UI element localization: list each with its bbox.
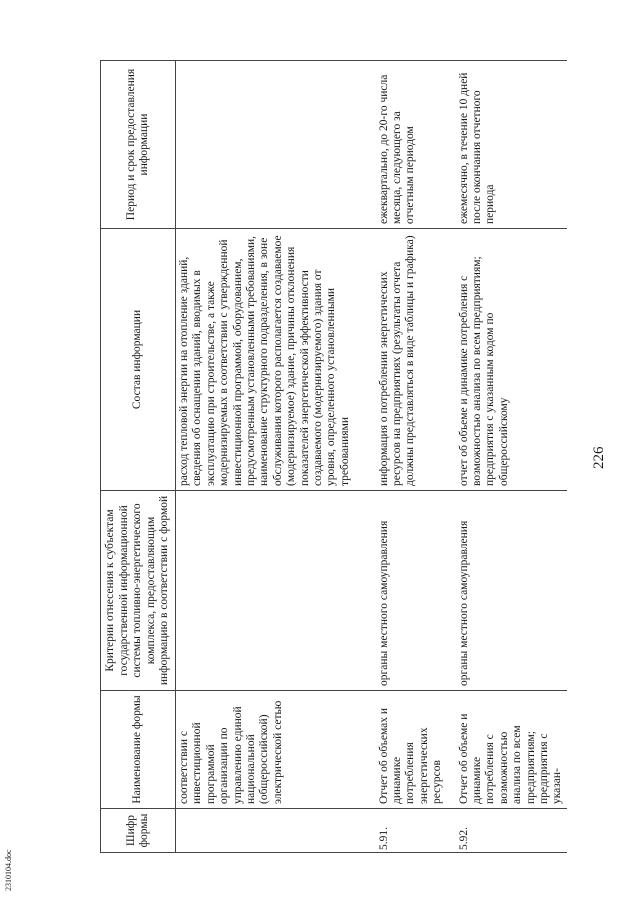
table-row	[176, 61, 376, 853]
row-code: 5.91.	[376, 809, 456, 853]
header-content: Состав информации	[101, 229, 176, 491]
row-content: расход тепловой энергии на отопление зданий, сведения об оснащении зданий, вводимых в эксплуатацию при строительстве, а также модернизируемых в соответствии с утвержденной инвестиционной программой, оборудованием, предусмотренным установленными требованиями, наименование структурного подразделения, в зоне обслуживания которого располагается создаваемое (модернизируемое) здание, причины отклонения показателей энергетической эффективности создаваемого (модернизируемого) здания от уровня, определенного установленными требованиями	[176, 229, 376, 491]
header-code: Шифр формы	[101, 809, 176, 853]
forms-table	[100, 60, 567, 853]
row-content: информация о потреблении энергетических ресурсов на предприятиях (результаты отчета должны представляться в виде таблицы и графика)	[376, 229, 456, 491]
header-criteria: Критерии отнесения к субъектам государственной информационной системы топливно-энергетического комплекса, предоставляющим информацию в соответствии с формой	[101, 491, 176, 691]
row-name: Отчет об объемах и динамике потребления энергетических ресурсов	[376, 691, 456, 809]
table-header-row	[101, 61, 176, 853]
table-row	[376, 61, 456, 853]
row-criteria	[176, 491, 376, 691]
page-number: 226	[591, 446, 607, 469]
row-criteria: органы местного самоуправления	[456, 491, 567, 691]
row-code: 5.92.	[456, 809, 567, 853]
row-period: ежемесячно, в течение 10 дней после окончания отчетного периода	[456, 61, 567, 229]
header-name: Наименование формы	[101, 691, 176, 809]
row-period: ежеквартально, до 20-го числа месяца, следующего за отчетным периодом	[376, 61, 456, 229]
header-period: Период и срок предоставления информации	[101, 61, 176, 229]
row-name: Отчет об объеме и динамике потребления с возможностью анализа по всем предприятиям; предприятия с указан-	[456, 691, 567, 809]
row-content: отчет об объеме и динамике потребления с возможностью анализа по всем предприятиям; предприятия с указанным кодом по общероссийскому	[456, 229, 567, 491]
row-criteria: органы местного самоуправления	[376, 491, 456, 691]
table-row	[456, 61, 567, 853]
row-period	[176, 61, 376, 229]
row-name: соответствии с инвестиционной программой организации по управлению единой национальной (общероссийской) электрической сетью	[176, 691, 376, 809]
document-code: 2310104.doc	[4, 849, 13, 891]
row-code	[176, 809, 376, 853]
